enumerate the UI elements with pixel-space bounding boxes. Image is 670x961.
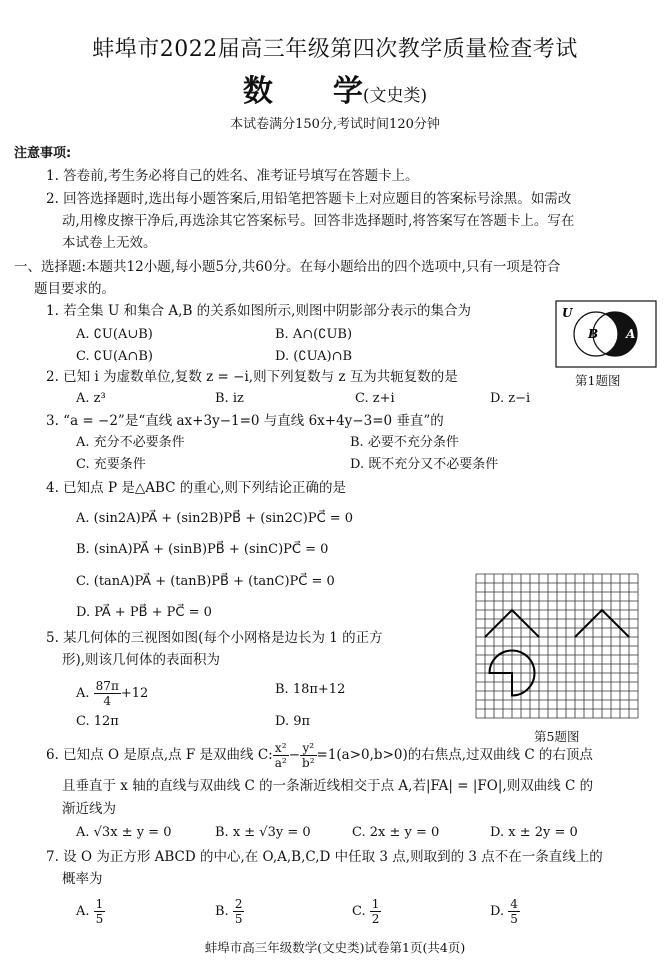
- q7-c-denominator: 2: [371, 912, 380, 926]
- q5-stem: 5. 某几何体的三视图如图(每个小网格是边长为 1 的正方: [46, 630, 383, 646]
- note-item-2-cont: 动,用橡皮擦干净后,再选涂其它答案标号。回答非选择题时,将答案写在答题卡上。写在: [62, 213, 575, 229]
- notes-heading: 注意事项:: [14, 146, 72, 161]
- q6-y-fraction: [300, 741, 317, 770]
- section-heading-cont: 题目要求的。: [34, 281, 115, 297]
- exam-info: 本试卷满分150分,考试时间120分钟: [230, 117, 440, 132]
- q6-y-denominator: b²: [302, 756, 315, 770]
- q1-option-c: C. ∁U(A∩B): [76, 349, 153, 364]
- q2-option-c: C. z+i: [355, 391, 395, 406]
- label-b: B: [588, 327, 599, 341]
- q7-option-b: [215, 897, 244, 926]
- q2-stem: 2. 已知 i 为虚数单位,复数 z = −i,则下列复数与 z 互为共轭复数的是: [46, 369, 458, 385]
- q1-option-b: B. A∩(∁UB): [275, 327, 353, 342]
- q6-option-b: B. x ± √3y = 0: [215, 825, 311, 840]
- q6-x-fraction: [273, 741, 289, 770]
- q7-option-c-prefix: C.: [352, 904, 366, 919]
- q7-option-a: [76, 897, 105, 926]
- q6-stem-pre: 6. 已知点 O 是原点,点 F 是双曲线 C:: [46, 747, 273, 763]
- q6-stem: 6. 已知点 O 是原点,点 F 是双曲线 C: $\frac{\text{x²}}{\text{a²}}$ − $\frac{\text{y²}}{\text{b²}}$ =1(a>0,b>0)的右焦点,过双曲线 C 的右顶点: [46, 741, 593, 770]
- q5-stem-cont: 形),则该几何体的表面积为: [62, 652, 221, 668]
- q5-option-d: D. 9π: [275, 714, 311, 729]
- q1-option-a: A. ∁U(A∪B): [76, 327, 153, 342]
- q6-x-denominator: a²: [274, 756, 287, 770]
- q7-a-numerator: 1: [95, 897, 104, 911]
- q5-option-a-prefix: A.: [76, 686, 90, 701]
- q7-d-numerator: 4: [510, 897, 518, 911]
- q7-option-a-fraction: [94, 897, 106, 926]
- q2-option-b: B. iz: [215, 391, 244, 406]
- q6-option-d: D. x ± 2y = 0: [490, 825, 578, 840]
- note-item-2-end: 本试卷上无效。: [62, 235, 157, 251]
- exam-title: 蚌埠市2022届高三年级第四次教学质量检查考试: [92, 37, 578, 62]
- q4-option-c: C. (tanA)PA⃗ + (tanB)PB⃗ + (tanC)PC⃗ = 0: [76, 574, 335, 589]
- q3-option-a: A. 充分不必要条件: [76, 435, 185, 450]
- q5-option-a-suffix: +12: [120, 686, 149, 701]
- q5-option-c: C. 12π: [76, 714, 119, 729]
- q6-x-numerator: x²: [273, 741, 289, 756]
- q2-option-d: D. z−i: [490, 391, 531, 406]
- q6-stem-post: =1(a>0,b>0)的右焦点,过双曲线 C 的右顶点: [316, 747, 593, 763]
- venn-diagram: [555, 300, 657, 368]
- q6-y-numerator: y²: [300, 741, 317, 756]
- label-a: A: [626, 327, 636, 341]
- q1-stem: 1. 若全集 U 和集合 A,B 的关系如图所示,则图中阴影部分表示的集合为: [46, 303, 471, 319]
- q6-option-a: A. √3x ± y = 0: [76, 825, 172, 840]
- q7-option-d-prefix: D.: [490, 904, 505, 919]
- q1-figure-caption: 第1题图: [575, 373, 621, 388]
- q3-option-c: C. 充要条件: [76, 457, 146, 472]
- q7-option-c: [352, 897, 381, 926]
- subject-heading: [0, 66, 670, 110]
- q4-option-d: D. PA⃗ + PB⃗ + PC⃗ = 0: [76, 605, 212, 620]
- q7-c-numerator: 1: [371, 897, 380, 911]
- q7-b-denominator: 5: [234, 912, 243, 926]
- q3-stem: 3. “a = −2”是“直线 ax+3y−1=0 与直线 6x+4y−3=0 垂直”的: [46, 413, 444, 429]
- q7-option-a-prefix: A.: [76, 904, 90, 919]
- q7-stem: 7. 设 O 为正方形 ABCD 的中心,在 O,A,B,C,D 中任取 3 点,则取到的 3 点不在一条直线上的: [46, 849, 603, 865]
- q7-b-numerator: 2: [234, 897, 243, 911]
- q5-option-b: B. 18π+12: [275, 682, 346, 697]
- q5-option-a-fraction: [94, 679, 121, 708]
- q3-option-b: B. 必要不充分条件: [350, 435, 459, 450]
- subject-note: (文史类): [362, 86, 428, 106]
- q7-d-denominator: 5: [510, 912, 518, 926]
- q2-option-a: A. z³: [76, 391, 106, 406]
- q5-option-a: [76, 679, 148, 708]
- q3-option-d: D. 既不充分又不必要条件: [350, 457, 499, 472]
- q7-option-d-fraction: [508, 897, 520, 926]
- subject-name: 数 学: [242, 74, 363, 109]
- q5-figure-caption: 第5题图: [534, 729, 580, 744]
- section-heading: 一、选择题:本题共12小题,每小题5分,共60分。在每小题给出的四个选项中,只有一项是符合: [14, 259, 561, 275]
- q4-option-a: A. (sin2A)PA⃗ + (sin2B)PB⃗ + (sin2C)PC⃗ = 0: [76, 511, 354, 526]
- q4-option-b: B. (sinA)PA⃗ + (sinB)PB⃗ + (sinC)PC⃗ = 0: [76, 542, 329, 557]
- q4-stem: 4. 已知点 P 是△ABC 的重心,则下列结论正确的是: [46, 480, 347, 496]
- q7-stem-cont: 概率为: [62, 871, 103, 887]
- q6-option-c: C. 2x ± y = 0: [352, 825, 440, 840]
- page-footer: 蚌埠市高三年级数学(文史类)试卷第1页(共4页): [204, 940, 466, 955]
- note-item-1: 1. 答卷前,考生务必将自己的姓名、准考证号填写在答题卡上。: [46, 168, 419, 184]
- q6-stem-line3: 渐近线为: [62, 801, 116, 817]
- label-u: U: [562, 306, 573, 320]
- q6-stem-line2: 且垂直于 x 轴的直线与双曲线 C 的一条渐近线相交于点 A,若|FA| = |FO|,则双曲线 C 的: [62, 778, 594, 794]
- three-view-figure: [474, 566, 654, 728]
- note-item-2: 2. 回答选择题时,选出每小题答案后,用铅笔把答题卡上对应题目的答案标号涂黑。如需改: [46, 191, 572, 207]
- q5-a-denominator: 4: [103, 694, 112, 708]
- q7-option-c-fraction: [370, 897, 382, 926]
- q1-option-d: D. (∁UA)∩B: [275, 349, 353, 364]
- q5-a-numerator: 87π: [95, 679, 119, 693]
- q7-option-b-fraction: [233, 897, 245, 926]
- q7-option-b-prefix: B.: [215, 904, 229, 919]
- grid: [476, 574, 638, 718]
- q7-option-d: [490, 897, 520, 926]
- q7-a-denominator: 5: [95, 912, 104, 926]
